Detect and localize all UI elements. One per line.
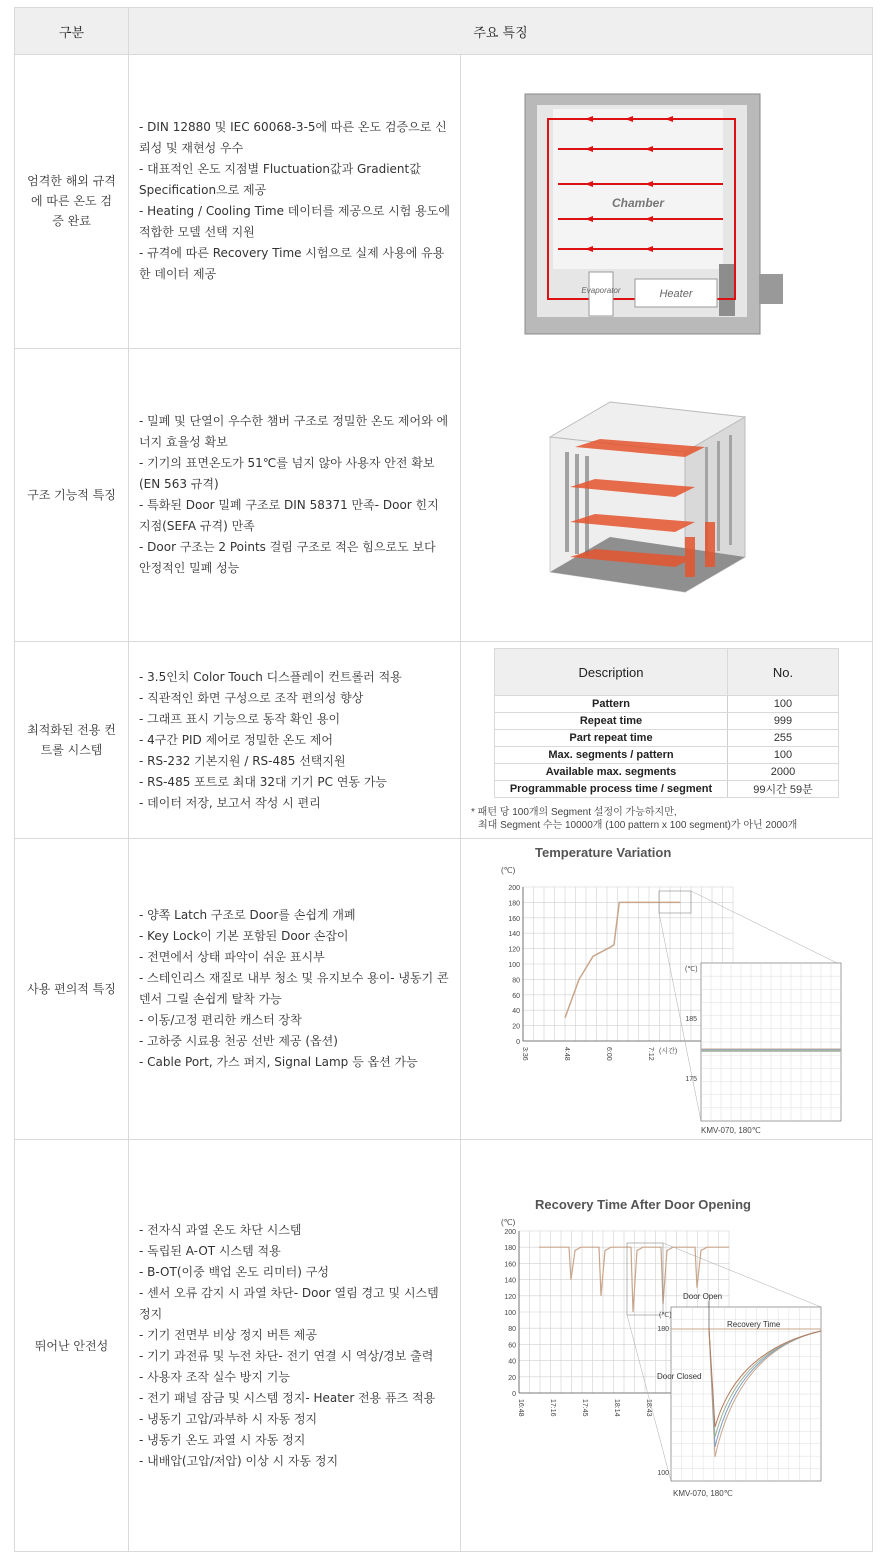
program-note: * 패턴 당 100개의 Segment 설정이 가능하지만, 최대 Segment 수는 10000개 (100 pattern x 100 segment)가 아닌 2000개 — [471, 807, 798, 831]
feature-item: - 대표적인 온도 지점별 Fluctuation값과 Gradient값 Specification으로 제공 — [139, 162, 421, 198]
y-tick-label: 160 — [503, 1260, 516, 1268]
recovery-chart-cell — [461, 1140, 873, 1552]
x-axis-label: (시간) — [658, 1048, 677, 1055]
feature-item: - 내배압(고압/저압) 이상 시 자동 정지 — [139, 1453, 339, 1468]
program-desc: Max. segments / pattern — [495, 747, 728, 764]
x-tick-label: 18:14 — [612, 1398, 620, 1417]
feature-item: - 독립된 A-OT 시스템 적용 — [139, 1243, 281, 1258]
y-tick-label: 80 — [511, 977, 520, 985]
chart-title: Temperature Variation — [534, 845, 671, 860]
y-tick-label: 60 — [511, 992, 520, 1000]
inset-tick: 180 — [656, 1325, 669, 1333]
y-tick-label: 0 — [511, 1390, 516, 1398]
row-category: 엄격한 해외 규격 에 따른 온도 검 증 완료 — [15, 55, 129, 349]
inset-y-label: (℃) — [658, 1311, 672, 1319]
feature-item: - 센서 오류 감지 시 과열 차단- Door 열림 경고 및 시스템 정지 — [139, 1285, 439, 1321]
chart-caption: KMV-070, 180℃ — [672, 1488, 733, 1498]
inset-tick: 185 — [684, 1016, 697, 1023]
y-tick-label: 120 — [503, 1293, 516, 1301]
y-tick-label: 180 — [507, 900, 520, 908]
table-row — [15, 55, 873, 349]
feature-item: - 이동/고정 편리한 캐스터 장착 — [139, 1013, 302, 1027]
recovery-time-chart — [487, 1191, 847, 1501]
program-desc: Available max. segments — [495, 764, 728, 781]
y-tick-label: 20 — [507, 1374, 516, 1382]
x-tick-label: 3:36 — [520, 1047, 528, 1061]
y-tick-label: 140 — [503, 1277, 516, 1285]
feature-item: - RS-232 기본지원 / RS-485 선택지원 — [139, 753, 346, 768]
program-row — [495, 747, 839, 764]
feature-item: - 사용자 조작 실수 방지 기능 — [139, 1369, 290, 1384]
evaporator-label: Evaporator — [581, 286, 621, 295]
annotation-door-closed: Door Closed — [656, 1371, 701, 1381]
airflow-diagram — [523, 89, 793, 339]
y-tick-label: 140 — [507, 931, 520, 939]
y-tick-label: 100 — [503, 1309, 516, 1317]
y-tick-label: 60 — [507, 1341, 516, 1349]
feature-item: - 밀폐 및 단열이 우수한 챔버 구조로 정밀한 온도 제어와 에너지 효율성 확보 — [139, 413, 449, 449]
program-value: 100 — [728, 696, 839, 713]
y-tick-label: 80 — [507, 1325, 516, 1333]
program-row — [495, 696, 839, 713]
annotation-door-open: Door Open — [682, 1291, 722, 1301]
y-tick-label: 40 — [511, 1008, 520, 1016]
row-description — [129, 1140, 461, 1552]
row-category: 구조 기능적 특징 — [15, 348, 129, 642]
program-value: 2000 — [728, 764, 839, 781]
chart-caption: KMV-070, 180℃ — [700, 1126, 761, 1135]
header-features: 주요 특징 — [129, 8, 873, 55]
program-head-no: No. — [728, 649, 839, 696]
x-tick-label: 7:12 — [646, 1047, 654, 1061]
row-category: 사용 편의적 특징 — [15, 839, 129, 1140]
program-desc: Part repeat time — [495, 730, 728, 747]
feature-item: - 기기 전면부 비상 정지 버튼 제공 — [139, 1327, 317, 1342]
program-head-desc: Description — [495, 649, 728, 696]
table-row — [15, 1140, 873, 1552]
y-axis-label: (℃) — [500, 866, 515, 875]
feature-item: - 특화된 Door 밀폐 구조로 DIN 58371 만족- Door 힌지 지점(SEFA 규격) 만족 — [139, 497, 439, 533]
feature-item: - 전기 패널 잠금 및 시스템 정지- Heater 전용 퓨즈 적용 — [139, 1390, 436, 1405]
table-row — [15, 839, 873, 1140]
chamber-figures — [461, 55, 873, 642]
feature-item: - Heating / Cooling Time 데이터를 제공으로 시험 용도에 적합한 모델 선택 지원 — [139, 204, 450, 240]
row-category: 최적화된 전용 컨 트롤 시스템 — [15, 642, 129, 839]
inset-y-label: (℃) — [684, 966, 698, 973]
feature-item: - 직관적인 화면 구성으로 조작 편의성 향상 — [139, 690, 364, 705]
x-tick-label: 18:43 — [644, 1398, 652, 1417]
y-tick-label: 120 — [507, 946, 520, 954]
feature-item: - 그래프 표시 기능으로 동작 확인 용이 — [139, 711, 341, 726]
y-tick-label: 40 — [507, 1358, 516, 1366]
program-value: 100 — [728, 747, 839, 764]
temperature-variation-chart — [487, 839, 847, 1139]
row-description — [129, 839, 461, 1140]
feature-item: - RS-485 포트로 최대 32대 기기 PC 연동 가능 — [139, 774, 388, 789]
row-description — [129, 348, 461, 642]
program-row — [495, 730, 839, 747]
x-tick-label: 17:45 — [580, 1398, 588, 1417]
feature-item: - Key Lock이 기본 포함된 Door 손잡이 — [139, 929, 349, 943]
feature-item: - 고하중 시료용 천공 선반 제공 (옵션) — [139, 1034, 338, 1048]
program-value: 99시간 59분 — [728, 781, 839, 798]
x-tick-label: 16:48 — [516, 1398, 524, 1417]
spec-table — [14, 7, 873, 1552]
table-row — [15, 642, 873, 839]
feature-item: - 전면에서 상태 파악이 쉬운 표시부 — [139, 950, 325, 964]
y-tick-label: 160 — [507, 915, 520, 923]
feature-item: - 스테인리스 재질로 내부 청소 및 유지보수 용이- 냉동기 콘덴서 그릴 손쉽게 탈착 가능 — [139, 971, 449, 1006]
temperature-chart-cell — [461, 839, 873, 1140]
feature-item: - 기기의 표면온도가 51℃를 넘지 않아 사용자 안전 확보 (EN 563 규격) — [139, 455, 435, 491]
program-row — [495, 764, 839, 781]
program-desc: Repeat time — [495, 713, 728, 730]
feature-item: - 데이터 저장, 보고서 작성 시 편리 — [139, 795, 321, 810]
row-description — [129, 55, 461, 349]
feature-item: - Cable Port, 가스 퍼지, Signal Lamp 등 옵션 가능 — [139, 1055, 418, 1069]
chamber-label: Chamber — [611, 196, 665, 210]
feature-item: - 3.5인치 Color Touch 디스플레이 컨트롤러 적용 — [139, 669, 402, 684]
feature-item: - 4구간 PID 제어로 정밀한 온도 제어 — [139, 732, 333, 747]
program-table — [494, 648, 839, 798]
x-tick-label: 4:48 — [562, 1047, 570, 1061]
feature-item: - Door 구조는 2 Points 걸림 구조로 적은 힘으로도 보다 안정적인 밀폐 성능 — [139, 539, 436, 575]
inset-tick: 175 — [684, 1076, 697, 1083]
feature-item: - DIN 12880 및 IEC 60068-3-5에 따른 온도 검증으로 신뢰성 및 재현성 우수 — [139, 120, 447, 156]
program-value: 999 — [728, 713, 839, 730]
y-tick-label: 20 — [511, 1023, 520, 1031]
zoom-line — [691, 891, 837, 963]
y-tick-label: 0 — [515, 1039, 520, 1046]
y-tick-label: 200 — [503, 1228, 516, 1236]
feature-item: - 양쪽 Latch 구조로 Door를 손쉽게 개폐 — [139, 908, 356, 922]
annotation-recovery-time: Recovery Time — [726, 1319, 780, 1329]
chamber-3d-image — [545, 397, 755, 597]
heater-label: Heater — [659, 288, 693, 300]
chart-title: Recovery Time After Door Opening — [534, 1196, 751, 1212]
program-desc: Pattern — [495, 696, 728, 713]
zoom-line — [627, 1315, 671, 1481]
feature-item: - 규격에 따른 Recovery Time 시험으로 실제 사용에 유용한 데이터 제공 — [139, 246, 445, 282]
feature-item: - 기기 과전류 및 누전 차단- 전기 연결 시 역상/경보 출력 — [139, 1348, 434, 1363]
y-tick-label: 100 — [507, 962, 520, 969]
x-tick-label: 17:16 — [548, 1398, 556, 1417]
feature-item: - 냉동기 고압/과부하 시 자동 정지 — [139, 1411, 318, 1426]
program-row — [495, 713, 839, 730]
row-description — [129, 642, 461, 839]
program-value: 255 — [728, 730, 839, 747]
table-header — [15, 8, 873, 55]
program-desc: Programmable process time / segment — [495, 781, 728, 798]
feature-item: - 전자식 과열 온도 차단 시스템 — [139, 1222, 302, 1237]
y-tick-label: 200 — [507, 885, 520, 892]
inset-tick: 100 — [656, 1469, 669, 1477]
row-category: 뛰어난 안전성 — [15, 1140, 129, 1552]
x-tick-label: 6:00 — [604, 1047, 612, 1061]
y-tick-label: 180 — [503, 1244, 516, 1252]
y-axis-label: (℃) — [500, 1217, 515, 1227]
feature-item: - B-OT(이중 백업 온도 리미터) 구성 — [139, 1264, 329, 1279]
program-row — [495, 781, 839, 798]
feature-item: - 냉동기 온도 과열 시 자동 정지 — [139, 1432, 306, 1447]
program-table-figure — [461, 642, 873, 839]
header-category: 구분 — [15, 8, 129, 55]
temperature-series-line — [565, 902, 681, 1018]
